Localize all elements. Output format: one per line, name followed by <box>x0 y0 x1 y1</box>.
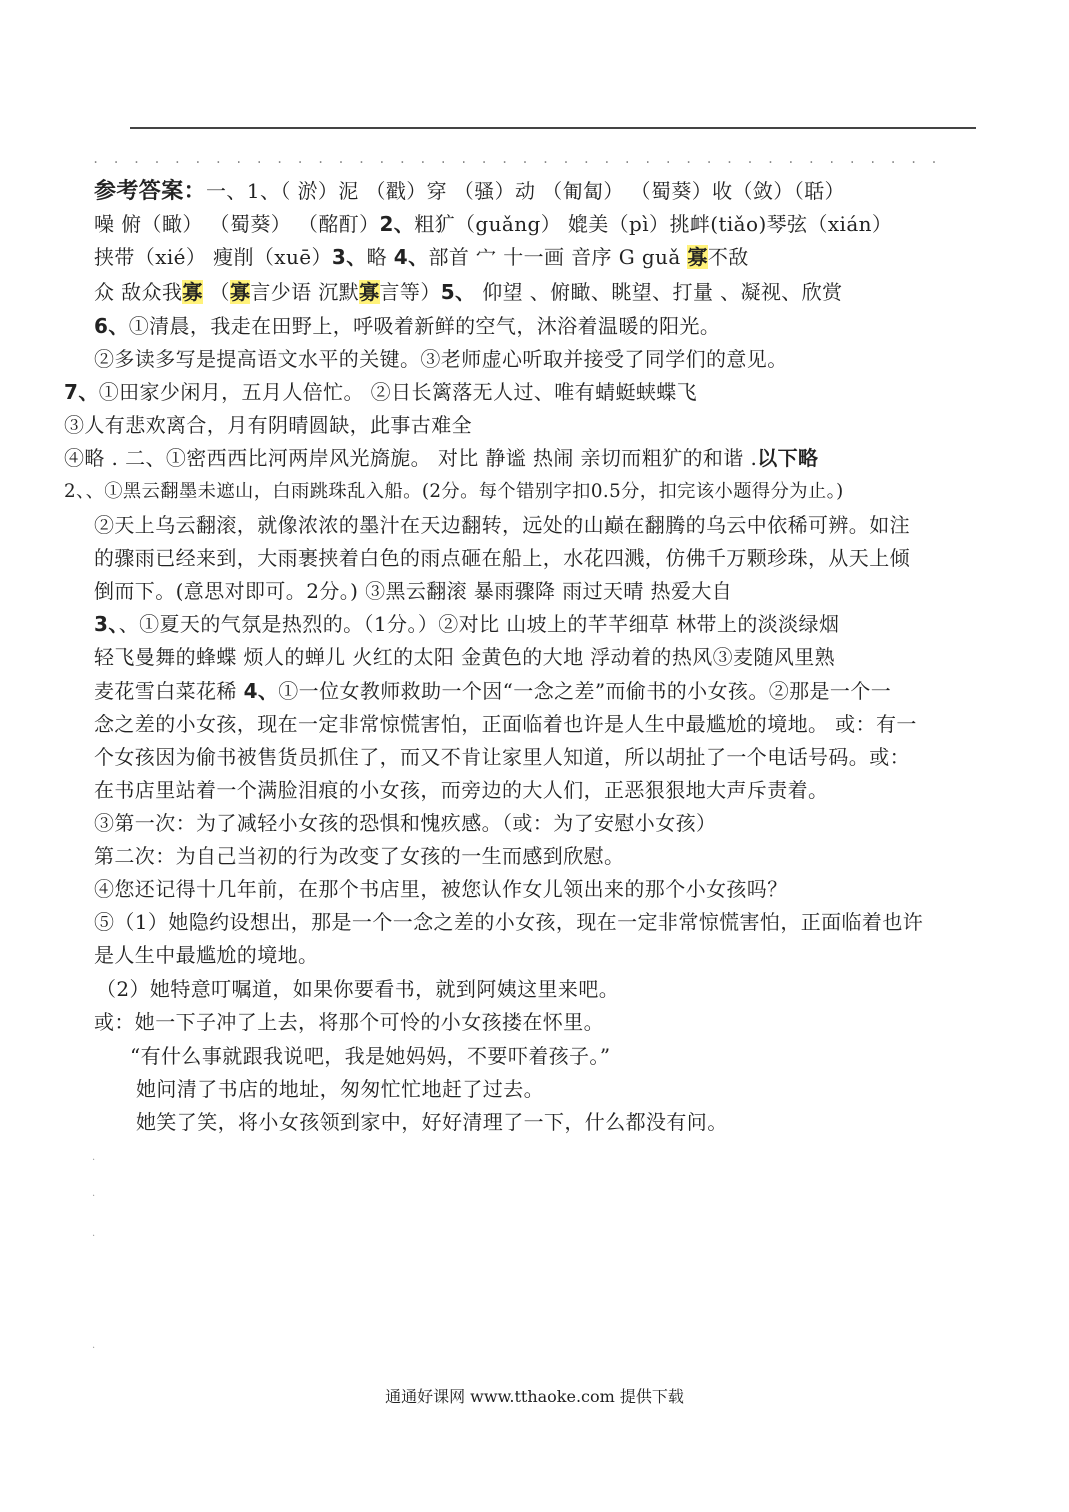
answer-line-19: 在书店里站着一个满脸泪痕的小女孩，而旁边的大人们，正恶狠狠地大声斥责着。 <box>94 778 829 802</box>
answer-line-5: 6、①清晨，我走在田野上，呼吸着新鲜的空气，沐浴着温暖的阳光。 <box>94 314 721 338</box>
answer-line-9: ④略 . 二、①密西西比河两岸风光旖旎。 对比 静谧 热闹 亲切而粗犷的和谐 .以下略 <box>64 446 819 470</box>
answer-part-1: 一、1、（ 淤）泥 （戳）穿 （骚）动 （匍匐） （蜀葵）收（敛）（聒） <box>206 179 845 203</box>
answer-line-8: ③人有悲欢离合，月有阴晴圆缺，此事古难全 <box>64 413 472 437</box>
highlight-gua: 寡 <box>182 280 203 304</box>
answer-line-25: （2）她特意叮嘱道，如果你要看书，就到阿姨这里来吧。 <box>96 977 620 1001</box>
answer-line-26: 或：她一下子冲了上去，将那个可怜的小女孩搂在怀里。 <box>94 1010 604 1034</box>
stray-dot: . <box>92 1228 96 1239</box>
answer-line-15: 轻飞曼舞的蜂蝶 烦人的蝉儿 火红的太阳 金黄色的大地 浮动着的热风③麦随风里熟 <box>94 645 836 669</box>
dotted-separator: . . . . . . . . . . . . . . . . . . . . . . . . . . . . . . . . . . . . . . . . . . <box>92 152 941 166</box>
answer-line-4: 众 敌众我寡 （寡言少语 沉默寡言等）5、 仰望 、俯瞰、眺望、打量 、凝视、欣赏 <box>94 280 843 304</box>
stray-dot: . <box>92 1340 96 1351</box>
footer-source-text: 通通好课网 www.tthaoke.com 提供下载 <box>385 1387 684 1406</box>
answer-line-27: “有什么事就跟我说吧，我是她妈妈，不要吓着孩子。” <box>130 1044 611 1068</box>
answer-line-16: 麦花雪白菜花稀 4、①一位女教师救助一个因“一念之差”而偷书的小女孩。②那是一个一 <box>94 679 892 703</box>
answer-line-18: 个女孩因为偷书被售货员抓住了，而又不肯让家里人知道，所以胡扯了一个电话号码。或： <box>94 745 910 769</box>
answer-line-24: 是人生中最尴尬的境地。 <box>94 943 319 967</box>
answer-line-6: ②多读多写是提高语文水平的关键。③老师虚心听取并接受了同学们的意见。 <box>94 347 788 371</box>
answer-line-1 <box>94 178 845 205</box>
answer-line-22: ④您还记得十几年前，在那个书店里，被您认作女儿领出来的那个小女孩吗？ <box>94 877 788 901</box>
answer-line-13: 倒而下。(意思对即可。2分。) ③黑云翻滚 暴雨骤降 雨过天晴 热爱大自 <box>94 579 733 603</box>
answer-line-29: 她笑了笑，将小女孩领到家中，好好清理了一下，什么都没有问。 <box>136 1110 728 1134</box>
answer-line-10: 2、、①黑云翻墨未遮山，白雨跳珠乱入船。(2分。每个错别字扣0.5分，扣完该小题得分为止。) <box>64 481 844 502</box>
stray-dot: . <box>92 1152 96 1163</box>
answer-line-12: 的骤雨已经来到，大雨裹挟着白色的雨点砸在船上，水花四溅，仿佛千万颗珍珠，从天上倾 <box>94 546 910 570</box>
answer-line-7: 7、①田家少闲月，五月人倍忙。 ②日长篱落无人过、唯有蜻蜓蛱蝶飞 <box>64 380 698 404</box>
answer-heading: 参考答案： <box>94 179 207 204</box>
answer-line-21: 第二次：为自己当初的行为改变了女孩的一生而感到欣慰。 <box>94 844 625 868</box>
highlight-gua: 寡 <box>229 280 251 304</box>
stray-dot: . <box>92 1188 96 1199</box>
highlight-gua: 寡 <box>359 280 380 304</box>
answer-line-20: ③第一次：为了减轻小女孩的恐惧和愧疚感。（或：为了安慰小女孩） <box>94 811 717 835</box>
answer-line-23: ⑤（1）她隐约设想出，那是一个一念之差的小女孩，现在一定非常惊慌害怕，正面临着也许 <box>94 910 924 934</box>
answer-line-17: 念之差的小女孩，现在一定非常惊慌害怕，正面临着也许是人生中最尴尬的境地。 或：有一 <box>94 712 917 736</box>
answer-line-3: 挟带（xié） 瘦削（xuē）3、略 4、部首 宀 十一画 音序 G guǎ 寡不敌 <box>94 245 749 269</box>
answer-line-2: 噪 俯（瞰） （蜀葵） （酩酊）2、粗犷（guǎng） 媲美（pì）挑衅(tiǎo)琴弦（xián） <box>94 212 893 236</box>
answer-line-28: 她问清了书店的地址，匆匆忙忙地赶了过去。 <box>136 1077 544 1101</box>
header-rule <box>130 127 976 129</box>
answer-line-11: ②天上乌云翻滚，就像浓浓的墨汁在天边翻转，远处的山巅在翻腾的乌云中依稀可辨。如注 <box>94 513 910 537</box>
answer-line-14: 3、、①夏天的气氛是热烈的。（1分。）②对比 山坡上的芊芊细草 林带上的淡淡绿烟 <box>94 612 840 636</box>
highlight-gua: 寡 <box>687 245 708 269</box>
